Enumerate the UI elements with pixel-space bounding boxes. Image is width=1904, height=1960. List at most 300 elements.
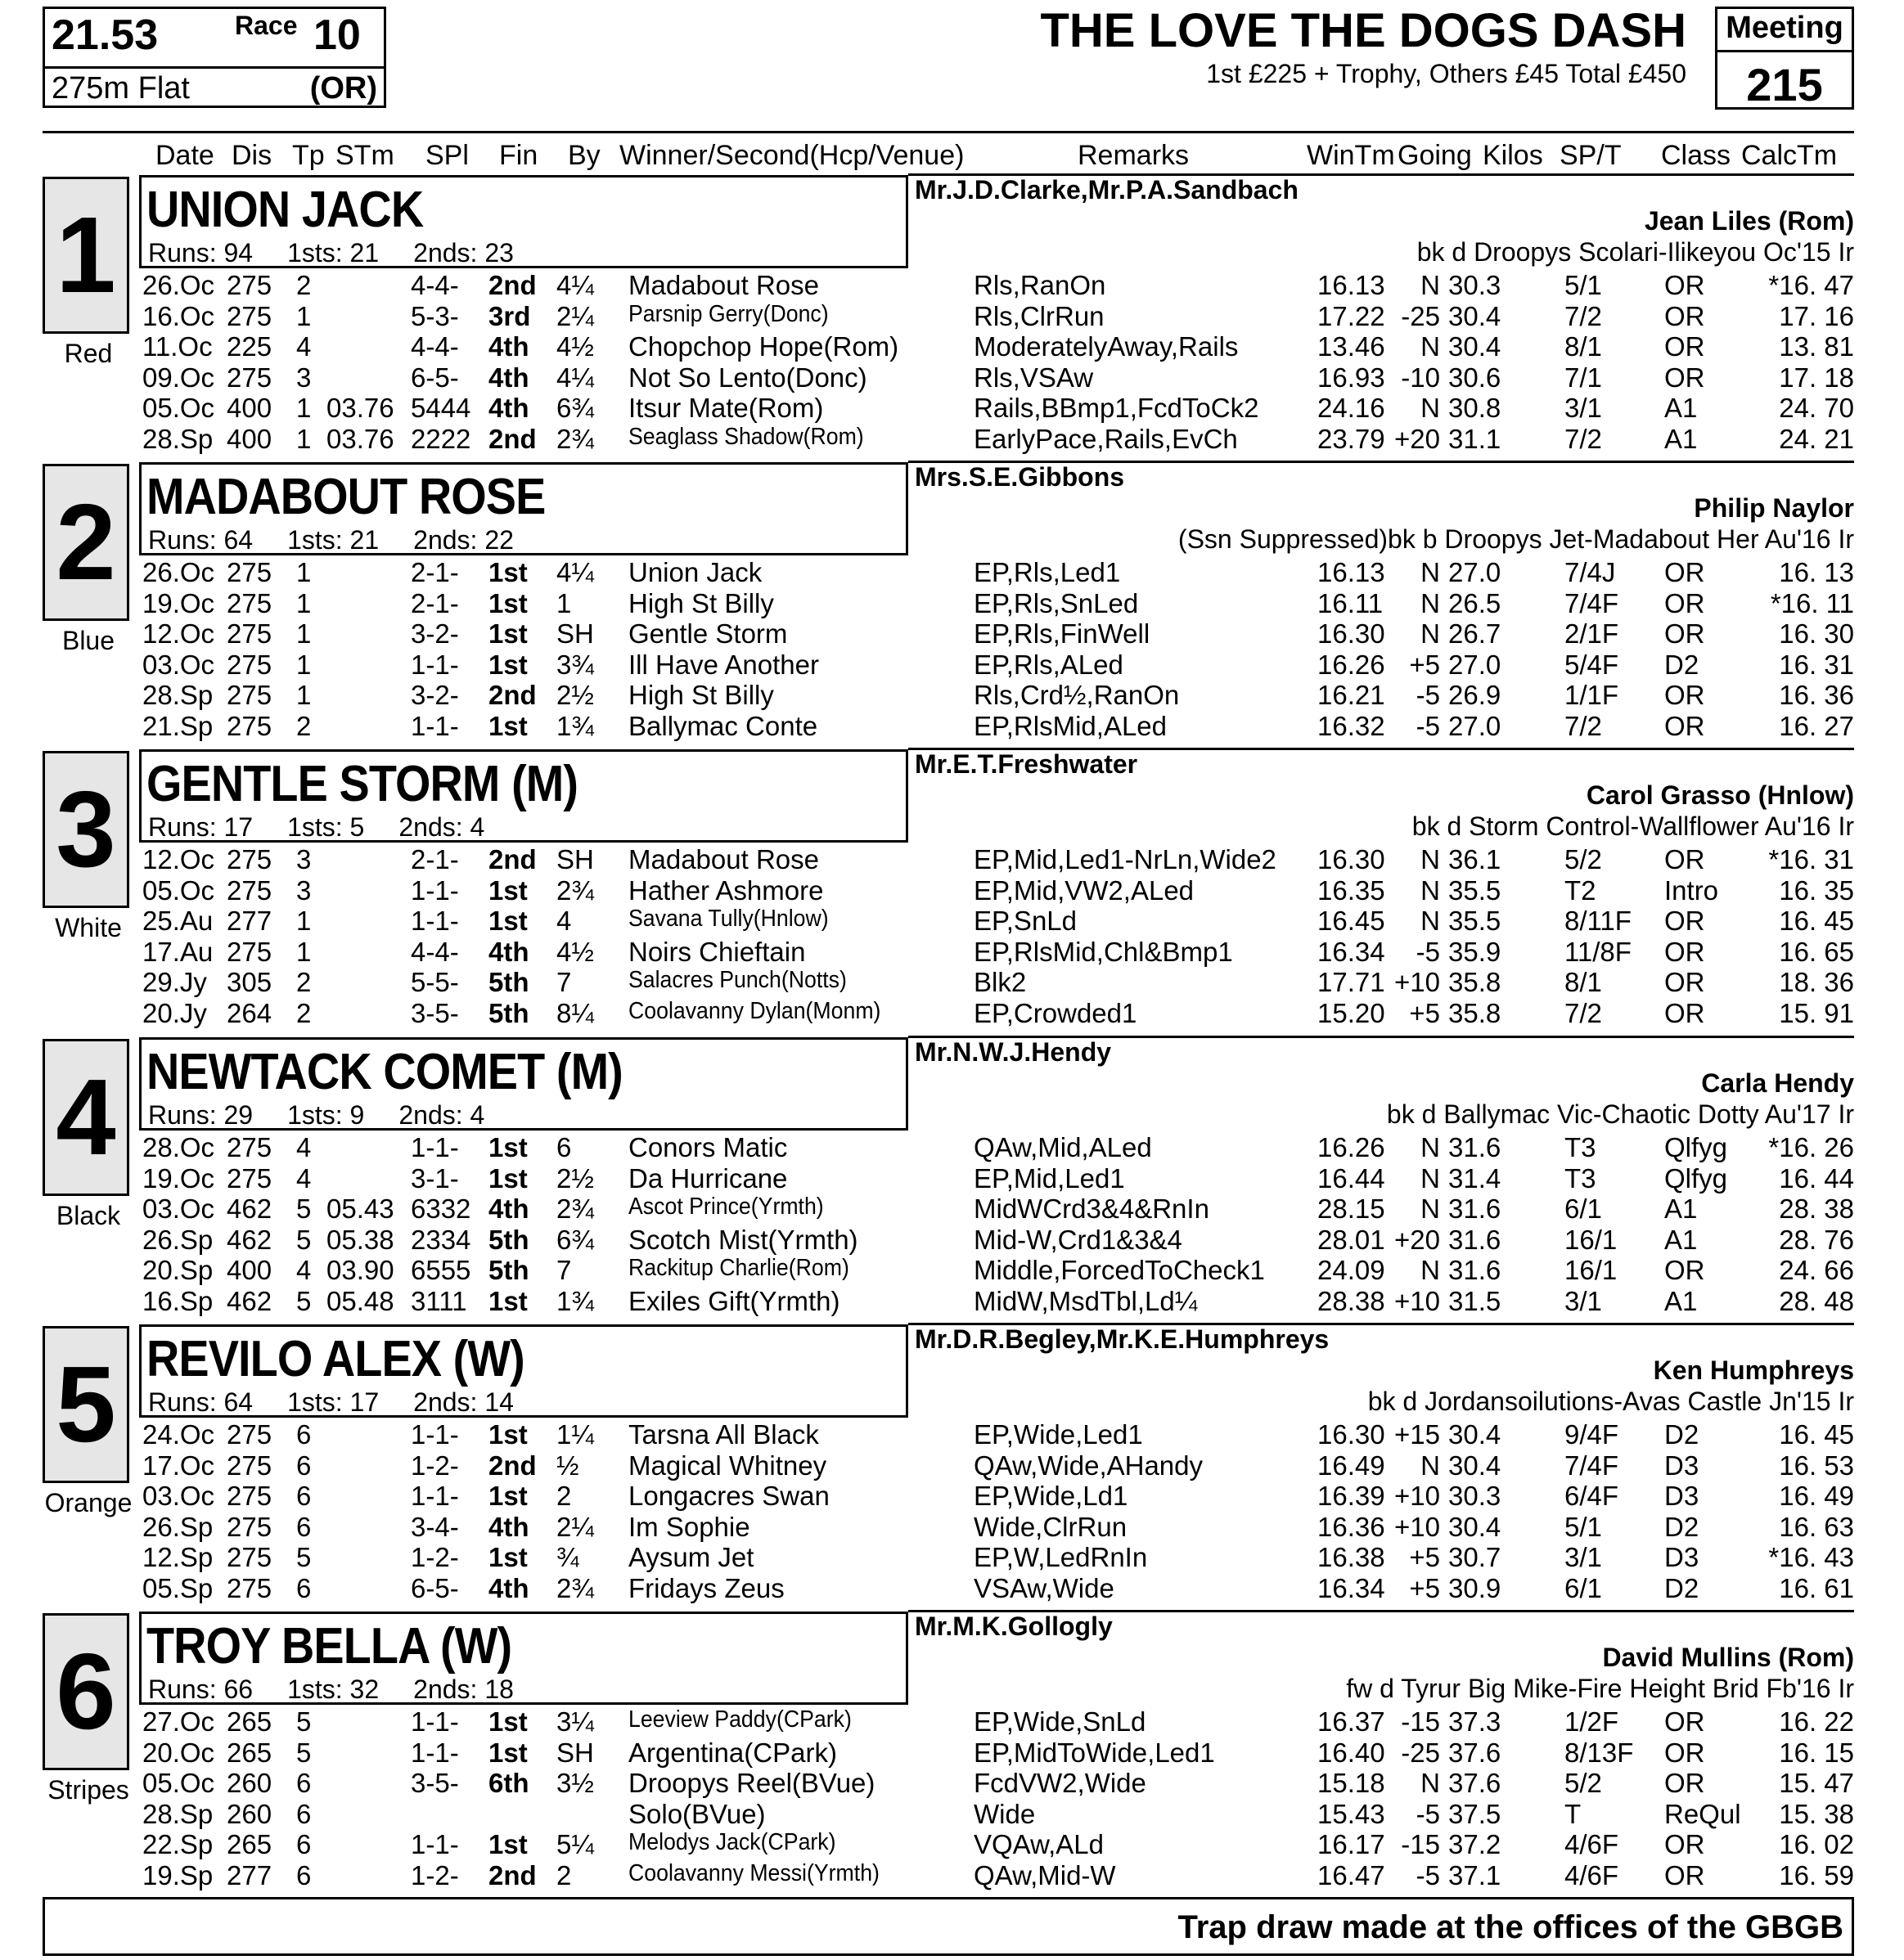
dog-breeding: bk d Storm Control-Wallflower Au'16 Ir	[1411, 811, 1854, 841]
run-finish: 4th	[488, 936, 529, 967]
run-margin: 3½	[556, 1768, 594, 1798]
run-going: +10	[1394, 1511, 1440, 1542]
form-row	[43, 711, 1854, 741]
dog-trainer: Carol Grasso (Hnlow)	[1586, 780, 1854, 810]
run-finish: 1st	[488, 710, 528, 741]
run-margin: 4¼	[556, 270, 594, 300]
form-row	[43, 1768, 1854, 1798]
run-remarks: EP,Mid,Led1	[974, 1162, 1125, 1194]
run-starting-price: 11/8F	[1564, 936, 1632, 967]
dog-entry	[43, 1324, 1854, 1612]
dog-stats	[148, 525, 514, 555]
run-starting-price: 2/1F	[1564, 618, 1619, 649]
dog-firsts: 1sts: 32	[287, 1675, 380, 1704]
run-distance: 265	[227, 1829, 272, 1859]
run-class: OR	[1664, 270, 1705, 300]
dog-seconds: 2nds: 14	[413, 1387, 514, 1417]
run-going: -5	[1416, 1798, 1440, 1829]
run-date: 27.Oc	[142, 1706, 215, 1737]
run-distance: 275	[227, 1572, 272, 1603]
run-trap: 1	[296, 906, 312, 936]
run-kilos: 35.8	[1448, 997, 1501, 1028]
run-split-positions: 1-2-	[411, 1542, 459, 1572]
run-going: N	[1420, 1450, 1440, 1481]
form-row	[43, 1860, 1854, 1890]
run-split-positions: 1-2-	[411, 1450, 459, 1481]
run-finish: 5th	[488, 1224, 529, 1255]
form-row	[43, 680, 1854, 710]
run-distance: 275	[227, 710, 272, 741]
run-class: D2	[1664, 649, 1699, 680]
run-class: Qlfyg	[1664, 1132, 1728, 1162]
run-winner-second: Tarsna All Black	[628, 1419, 819, 1450]
run-win-time: 13.46	[1317, 331, 1385, 362]
col-by: By	[568, 140, 601, 171]
trap-color: Orange	[44, 1488, 133, 1517]
run-calc-time: 16. 22	[1779, 1706, 1854, 1737]
run-distance: 400	[227, 393, 272, 423]
run-split-positions: 3-4-	[411, 1511, 459, 1542]
run-distance: 275	[227, 270, 272, 300]
run-win-time: 28.38	[1317, 1285, 1385, 1316]
run-calc-time: *16. 31	[1768, 844, 1854, 874]
run-date: 26.Oc	[142, 557, 215, 587]
run-margin: 2	[556, 1859, 572, 1890]
run-win-time: 16.26	[1317, 1132, 1385, 1162]
run-distance: 305	[227, 967, 272, 997]
run-calc-time: 17. 18	[1779, 362, 1854, 393]
run-going: N	[1420, 393, 1440, 423]
run-starting-price: 5/4F	[1564, 649, 1619, 680]
run-calc-time: 16. 02	[1779, 1829, 1854, 1859]
run-finish: 5th	[488, 997, 529, 1028]
meeting-divider	[1717, 50, 1852, 52]
run-starting-price: 4/6F	[1564, 1859, 1619, 1890]
run-distance: 265	[227, 1737, 272, 1768]
run-kilos: 27.0	[1448, 557, 1501, 587]
run-margin: 2¾	[556, 874, 594, 906]
run-distance: 277	[227, 1859, 272, 1890]
run-win-time: 16.13	[1317, 557, 1385, 587]
run-distance: 277	[227, 906, 272, 936]
dog-firsts: 1sts: 5	[287, 812, 365, 842]
form-row	[43, 1419, 1854, 1450]
run-finish: 1st	[488, 649, 528, 680]
col-calctm: CalcTm	[1741, 140, 1838, 171]
run-remarks: QAw,Mid,ALed	[974, 1132, 1152, 1162]
run-winner-second: Conors Matic	[628, 1132, 788, 1162]
run-going: N	[1420, 331, 1440, 362]
run-win-time: 15.20	[1317, 997, 1385, 1028]
dog-stats	[148, 1100, 484, 1131]
run-split-positions: 5-3-	[411, 300, 459, 331]
run-trap: 6	[296, 1450, 312, 1481]
run-starting-price: 1/2F	[1564, 1706, 1619, 1737]
run-starting-price: 7/4F	[1564, 587, 1619, 618]
run-distance: 265	[227, 1706, 272, 1737]
run-margin: 5¼	[556, 1829, 594, 1859]
run-kilos: 30.4	[1448, 1511, 1501, 1542]
run-trap: 6	[296, 1481, 312, 1511]
run-class: ReQul	[1664, 1798, 1741, 1829]
run-remarks: EP,Rls,ALed	[974, 649, 1123, 680]
run-remarks: EP,MidToWide,Led1	[974, 1737, 1215, 1768]
run-going: +20	[1394, 423, 1440, 454]
run-calc-time: 16. 53	[1779, 1450, 1854, 1481]
run-starting-price: 6/1	[1564, 1572, 1602, 1603]
run-trap: 6	[296, 1798, 312, 1829]
run-date: 12.Oc	[142, 618, 215, 649]
run-class: D2	[1664, 1419, 1699, 1450]
run-split-positions: 2222	[411, 423, 471, 454]
race-distance: 275m Flat	[52, 71, 190, 106]
dog-runs: Runs: 64	[148, 1387, 254, 1417]
dog-runs: Runs: 66	[148, 1675, 254, 1704]
col-tp: Tp	[292, 140, 325, 171]
run-date: 28.Oc	[142, 1132, 215, 1162]
trap-number: 2	[56, 482, 116, 602]
run-class: OR	[1664, 362, 1705, 393]
run-going: N	[1420, 1194, 1440, 1224]
run-win-time: 16.47	[1317, 1859, 1385, 1890]
run-finish: 2nd	[488, 1859, 537, 1890]
run-class: OR	[1664, 1768, 1705, 1798]
run-class: A1	[1664, 1194, 1698, 1224]
form-row	[43, 393, 1854, 423]
race-title: THE LOVE THE DOGS DASH	[1040, 4, 1686, 57]
run-trap: 5	[296, 1224, 312, 1255]
run-sectional-time: 03.76	[326, 423, 394, 454]
run-date: 17.Oc	[142, 1450, 215, 1481]
dog-owner: Mr.N.W.J.Hendy	[915, 1037, 1112, 1067]
dog-firsts: 1sts: 21	[287, 238, 380, 267]
run-trap: 6	[296, 1419, 312, 1450]
run-winner-second: Ballymac Conte	[628, 710, 818, 741]
run-margin: 2½	[556, 1162, 594, 1194]
run-going: N	[1420, 557, 1440, 587]
run-remarks: MidWCrd3&4&RnIn	[974, 1194, 1209, 1224]
dog-seconds: 2nds: 4	[398, 812, 485, 842]
run-split-positions: 1-1-	[411, 1829, 459, 1859]
run-remarks: EP,Mid,VW2,ALed	[974, 874, 1195, 906]
dog-stats	[148, 1387, 514, 1418]
dog-breeding: bk d Jordansoilutions-Avas Castle Jn'15 Ir	[1367, 1387, 1854, 1416]
run-win-time: 28.15	[1317, 1194, 1385, 1224]
trap-number: 6	[56, 1631, 116, 1751]
run-date: 28.Sp	[142, 680, 214, 710]
run-class: OR	[1664, 587, 1705, 618]
run-trap: 3	[296, 844, 312, 874]
run-starting-price: 16/1	[1564, 1224, 1618, 1255]
run-winner-second: Rackitup Charlie(Rom)	[628, 1255, 849, 1281]
run-sectional-time: 05.43	[326, 1194, 394, 1224]
run-class: OR	[1664, 331, 1705, 362]
run-winner-second: Solo(BVue)	[628, 1798, 766, 1829]
dog-name: MADABOUT ROSE	[146, 469, 546, 525]
run-going: N	[1420, 1255, 1440, 1285]
run-trap: 5	[296, 1706, 312, 1737]
run-margin: 2¼	[556, 1511, 594, 1542]
run-date: 26.Sp	[142, 1224, 214, 1255]
dog-breeding: (Ssn Suppressed)bk b Droopys Jet-Madabout Her Au'16 Ir	[1177, 524, 1854, 554]
run-win-time: 16.13	[1317, 270, 1385, 300]
run-sectional-time: 05.38	[326, 1224, 394, 1255]
run-going: N	[1420, 844, 1440, 874]
run-calc-time: 28. 76	[1779, 1224, 1854, 1255]
run-margin: 2¾	[556, 1194, 594, 1224]
run-trap: 1	[296, 587, 312, 618]
run-split-positions: 1-1-	[411, 1706, 459, 1737]
run-split-positions: 2-1-	[411, 587, 459, 618]
run-win-time: 28.01	[1317, 1224, 1385, 1255]
run-class: A1	[1664, 1224, 1698, 1255]
run-remarks: Wide	[974, 1798, 1036, 1829]
run-date: 28.Sp	[142, 423, 214, 454]
run-trap: 1	[296, 936, 312, 967]
run-winner-second: Salacres Punch(Notts)	[628, 967, 847, 993]
run-distance: 275	[227, 300, 272, 331]
run-calc-time: 15. 38	[1779, 1798, 1854, 1829]
run-date: 20.Sp	[142, 1255, 214, 1285]
run-starting-price: 8/1	[1564, 331, 1602, 362]
run-kilos: 31.6	[1448, 1132, 1501, 1162]
run-remarks: FcdVW2,Wide	[974, 1768, 1146, 1798]
form-row	[43, 557, 1854, 587]
run-finish: 2nd	[488, 844, 537, 874]
run-margin: SH	[556, 844, 594, 874]
run-calc-time: 13. 81	[1779, 331, 1854, 362]
dog-seconds: 2nds: 4	[398, 1100, 485, 1130]
run-class: OR	[1664, 680, 1705, 710]
run-distance: 275	[227, 1419, 272, 1450]
dog-name: NEWTACK COMET (M)	[146, 1044, 623, 1100]
run-win-time: 16.49	[1317, 1450, 1385, 1481]
dog-name-box	[139, 1324, 908, 1418]
run-distance: 400	[227, 1255, 272, 1285]
run-finish: 1st	[488, 874, 528, 906]
col-fin: Fin	[499, 140, 538, 171]
run-win-time: 16.36	[1317, 1511, 1385, 1542]
run-remarks: Blk2	[974, 967, 1027, 997]
run-margin: 3¾	[556, 649, 594, 680]
run-margin: 4¼	[556, 362, 594, 393]
form-row	[43, 1450, 1854, 1481]
run-winner-second: High St Billy	[628, 680, 774, 710]
run-kilos: 37.6	[1448, 1737, 1501, 1768]
dog-runs: Runs: 64	[148, 525, 254, 555]
run-trap: 1	[296, 300, 312, 331]
trap-number: 3	[56, 769, 116, 889]
run-kilos: 31.6	[1448, 1224, 1501, 1255]
run-win-time: 16.45	[1317, 906, 1385, 936]
run-remarks: EP,Wide,Ld1	[974, 1481, 1128, 1511]
run-starting-price: 5/2	[1564, 844, 1602, 874]
run-calc-time: 16. 63	[1779, 1511, 1854, 1542]
run-sectional-time: 03.76	[326, 393, 394, 423]
run-going: N	[1420, 618, 1440, 649]
dog-seconds: 2nds: 23	[413, 238, 514, 267]
form-row	[43, 618, 1854, 649]
run-finish: 2nd	[488, 680, 537, 710]
run-trap: 5	[296, 1542, 312, 1572]
race-label: Race	[235, 11, 298, 40]
run-date: 26.Sp	[142, 1511, 214, 1542]
run-going: N	[1420, 1768, 1440, 1798]
run-winner-second: Itsur Mate(Rom)	[628, 393, 824, 423]
run-kilos: 30.4	[1448, 1450, 1501, 1481]
run-remarks: MidW,MsdTbl,Ld¼	[974, 1285, 1198, 1316]
dog-entry	[43, 1037, 1854, 1325]
run-date: 17.Au	[142, 936, 214, 967]
run-starting-price: 5/2	[1564, 1768, 1602, 1798]
run-split-positions: 1-1-	[411, 1481, 459, 1511]
run-winner-second: Longacres Swan	[628, 1481, 830, 1511]
run-distance: 275	[227, 1450, 272, 1481]
run-winner-second: Chopchop Hope(Rom)	[628, 331, 899, 362]
run-finish: 1st	[488, 1542, 528, 1572]
run-margin: SH	[556, 1737, 594, 1768]
run-distance: 275	[227, 1511, 272, 1542]
run-finish: 4th	[488, 1511, 529, 1542]
run-date: 16.Sp	[142, 1285, 214, 1316]
run-kilos: 31.5	[1448, 1285, 1501, 1316]
run-going: -25	[1401, 300, 1440, 331]
run-starting-price: 7/4J	[1564, 557, 1616, 587]
run-date: 11.Oc	[142, 331, 213, 362]
form-row	[43, 906, 1854, 936]
meeting-number: 215	[1746, 59, 1823, 110]
run-remarks: VSAw,Wide	[974, 1572, 1114, 1603]
run-date: 20.Oc	[142, 1737, 215, 1768]
run-starting-price: 5/1	[1564, 270, 1602, 300]
form-row	[43, 1286, 1854, 1316]
run-remarks: Middle,ForcedToCheck1	[974, 1255, 1265, 1285]
run-winner-second: Noirs Chieftain	[628, 936, 806, 967]
dog-runs: Runs: 29	[148, 1100, 254, 1130]
run-date: 05.Oc	[142, 393, 215, 423]
trap-color: Red	[64, 339, 113, 368]
run-class: OR	[1664, 710, 1705, 741]
run-win-time: 15.43	[1317, 1798, 1385, 1829]
run-going: -10	[1401, 362, 1440, 393]
dog-name: REVILO ALEX (W)	[146, 1331, 524, 1387]
run-kilos: 30.4	[1448, 331, 1501, 362]
run-finish: 4th	[488, 362, 529, 393]
run-going: +5	[1409, 997, 1440, 1028]
run-split-positions: 3111	[411, 1285, 467, 1316]
run-margin: 1¾	[556, 1285, 594, 1316]
run-distance: 462	[227, 1285, 272, 1316]
run-remarks: QAw,Wide,AHandy	[974, 1450, 1204, 1481]
run-win-time: 16.39	[1317, 1481, 1385, 1511]
run-win-time: 15.18	[1317, 1768, 1385, 1798]
run-starting-price: 7/4F	[1564, 1450, 1619, 1481]
run-going: N	[1420, 874, 1440, 906]
run-margin: 6¾	[556, 1224, 594, 1255]
run-remarks: Rls,ClrRun	[974, 300, 1105, 331]
run-kilos: 35.9	[1448, 936, 1501, 967]
run-finish: 4th	[488, 1194, 529, 1224]
run-win-time: 16.34	[1317, 936, 1385, 967]
run-trap: 4	[296, 1162, 312, 1194]
run-distance: 275	[227, 874, 272, 906]
run-kilos: 36.1	[1448, 844, 1501, 874]
col-spl: SPl	[425, 140, 469, 171]
run-going: +10	[1394, 1285, 1440, 1316]
dog-owner: Mr.D.R.Begley,Mr.K.E.Humphreys	[915, 1324, 1330, 1354]
run-distance: 462	[227, 1194, 272, 1224]
run-finish: 1st	[488, 1737, 528, 1768]
run-winner-second: Hather Ashmore	[628, 874, 824, 906]
run-calc-time: 15. 91	[1779, 997, 1854, 1028]
run-date: 12.Oc	[142, 844, 215, 874]
run-class: Intro	[1664, 874, 1719, 906]
form-row	[43, 588, 1854, 618]
run-remarks: Rls,RanOn	[974, 270, 1106, 300]
run-kilos: 27.0	[1448, 649, 1501, 680]
col-winner: Winner/Second(Hcp/Venue)	[619, 140, 965, 171]
run-kilos: 35.5	[1448, 874, 1501, 906]
footer-note: Trap draw made at the offices of the GBGB	[1177, 1909, 1843, 1945]
run-distance: 275	[227, 1162, 272, 1194]
run-finish: 1st	[488, 1481, 528, 1511]
run-margin: 3¼	[556, 1706, 594, 1737]
run-kilos: 30.8	[1448, 393, 1501, 423]
form-row	[43, 1255, 1854, 1285]
dog-name-box	[139, 1037, 908, 1131]
run-split-positions: 1-1-	[411, 710, 459, 741]
run-winner-second: Ascot Prince(Yrmth)	[628, 1194, 824, 1220]
run-calc-time: 17. 16	[1779, 300, 1854, 331]
run-margin: 4½	[556, 936, 594, 967]
run-trap: 2	[296, 997, 312, 1028]
run-kilos: 35.8	[1448, 967, 1501, 997]
run-finish: 2nd	[488, 270, 537, 300]
run-starting-price: 8/11F	[1564, 906, 1632, 936]
run-class: OR	[1664, 1706, 1705, 1737]
form-row	[43, 1737, 1854, 1768]
dog-name: TROY BELLA (W)	[146, 1618, 512, 1675]
run-split-positions: 6555	[411, 1255, 471, 1285]
run-class: D3	[1664, 1542, 1699, 1572]
run-margin: 8¼	[556, 997, 594, 1028]
run-win-time: 16.21	[1317, 680, 1385, 710]
run-win-time: 16.34	[1317, 1572, 1385, 1603]
dog-breeding: bk d Droopys Scolari-Ilikeyou Oc'15 Ir	[1416, 237, 1854, 267]
run-win-time: 16.32	[1317, 710, 1385, 741]
run-win-time: 16.30	[1317, 618, 1385, 649]
run-calc-time: *16. 47	[1768, 270, 1854, 300]
race-grade: (OR)	[309, 71, 377, 106]
form-row	[43, 844, 1854, 874]
run-finish: 1st	[488, 1285, 528, 1316]
run-kilos: 30.6	[1448, 362, 1501, 393]
run-starting-price: T3	[1564, 1132, 1596, 1162]
run-remarks: EP,Crowded1	[974, 997, 1137, 1028]
run-calc-time: 16. 30	[1779, 618, 1854, 649]
run-starting-price: 7/2	[1564, 997, 1602, 1028]
form-row	[43, 1799, 1854, 1829]
run-calc-time: 16. 59	[1779, 1859, 1854, 1890]
run-kilos: 26.9	[1448, 680, 1501, 710]
run-going: +5	[1409, 1542, 1440, 1572]
run-calc-time: *16. 43	[1768, 1542, 1854, 1572]
run-win-time: 16.11	[1317, 587, 1384, 618]
col-spt: SP/T	[1560, 140, 1622, 171]
run-date: 28.Sp	[142, 1798, 214, 1829]
run-winner-second: Savana Tully(Hnlow)	[628, 906, 829, 932]
col-kilos: Kilos	[1483, 140, 1543, 171]
